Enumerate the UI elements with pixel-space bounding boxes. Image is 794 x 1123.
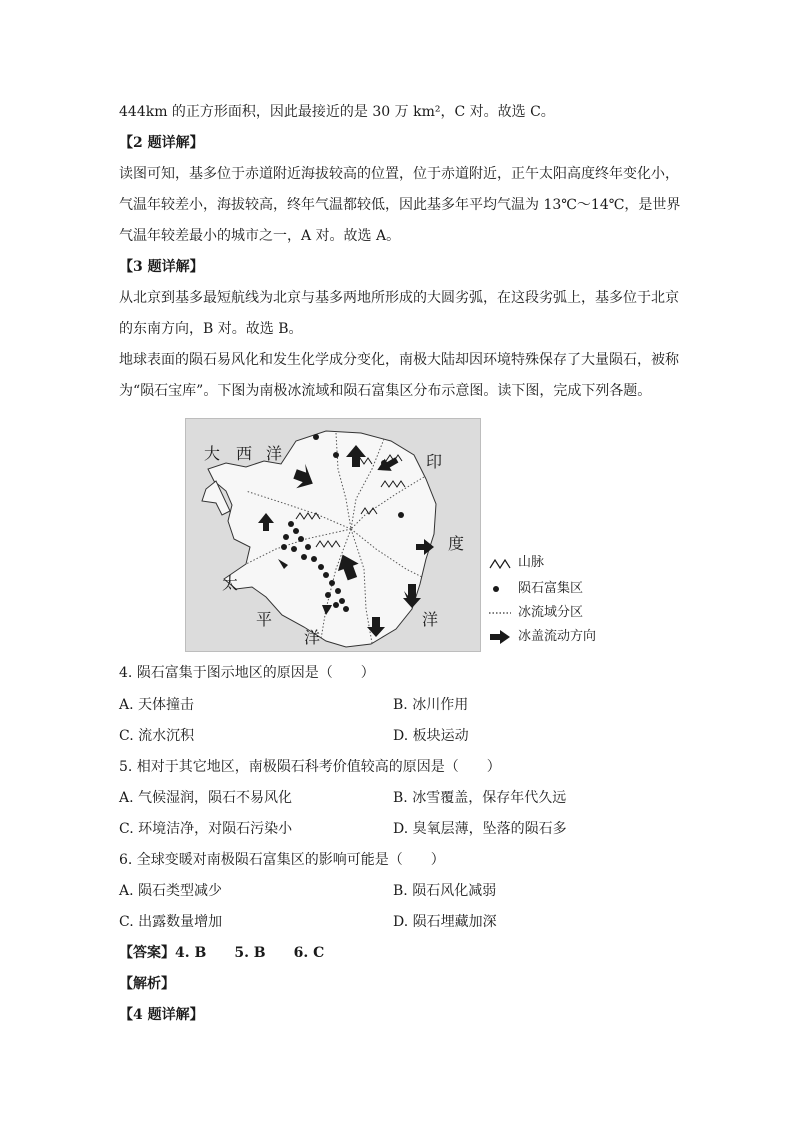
- dotted-boundary-icon: [488, 605, 512, 621]
- text-line: 为“陨石宝库”。下图为南极冰流域和陨石富集区分布示意图。读下图，完成下列各题。: [119, 383, 652, 399]
- analysis-heading: 【解析】: [119, 976, 175, 992]
- question-stem: 4. 陨石富集于图示地区的原因是（ ）: [119, 665, 375, 681]
- option-c: C. 流水沉积: [119, 728, 195, 744]
- section-heading: 【2 题详解】: [119, 135, 204, 151]
- legend-label: 冰流域分区: [518, 605, 584, 620]
- antarctica-landmass: [208, 431, 439, 647]
- legend-label: 冰盖流动方向: [518, 629, 597, 644]
- option-d: D. 板块运动: [393, 728, 469, 744]
- ocean-label: 平: [256, 610, 273, 629]
- ocean-label: 印: [426, 452, 443, 471]
- ocean-label: 洋: [304, 628, 321, 647]
- legend-label: 陨石富集区: [518, 581, 584, 596]
- option-a: A. 陨石类型减少: [119, 883, 223, 899]
- text-line: 气温年较差小，海拔较高，终年气温都较低，因此基多年平均气温为 13℃～14℃，是世界: [119, 197, 681, 213]
- meteorite-dot-icon: [488, 581, 512, 597]
- text-line: 从北京到基多最短航线为北京与基多两地所形成的大圆劣弧，在这段劣弧上，基多位于北京: [119, 290, 679, 306]
- text-line: 气温年较差最小的城市之一，A 对。故选 A。: [119, 228, 401, 244]
- ocean-label: 大: [204, 444, 221, 463]
- option-a: A. 天体撞击: [119, 697, 195, 713]
- option-d: D. 陨石埋藏加深: [393, 914, 497, 930]
- legend-item: [488, 604, 583, 622]
- question-stem: 6. 全球变暖对南极陨石富集区的影响可能是（ ）: [119, 852, 445, 868]
- option-b: B. 冰雪覆盖，保存年代久远: [393, 790, 567, 806]
- text-line: 地球表面的陨石易风化和发生化学成分变化，南极大陆却因环境特殊保存了大量陨石，被称: [119, 352, 679, 368]
- legend-item: [488, 628, 596, 646]
- option-c: C. 环境洁净，对陨石污染小: [119, 821, 293, 837]
- legend-label: 山脉: [518, 555, 545, 570]
- question-stem: 5. 相对于其它地区，南极陨石科考价值较高的原因是（ ）: [119, 759, 501, 775]
- ocean-label: 太: [222, 574, 239, 593]
- legend-item: [488, 554, 544, 572]
- section-heading: 【3 题详解】: [119, 259, 204, 275]
- legend-item: [488, 580, 583, 598]
- option-a: A. 气候湿润，陨石不易风化: [119, 790, 293, 806]
- ocean-label: 洋: [422, 610, 439, 629]
- text-line: 读图可知，基多位于赤道附近海拔较高的位置，位于赤道附近，正午太阳高度终年变化小，: [119, 166, 679, 182]
- option-c: C. 出露数量增加: [119, 914, 223, 930]
- mountain-icon: [488, 555, 512, 571]
- text-line: 444km 的正方形面积，因此最接近的是 30 万 km²，C 对。故选 C。: [119, 104, 555, 120]
- answer-line: 【答案】4. B 5. B 6. C: [119, 945, 325, 961]
- option-b: B. 陨石风化减弱: [393, 883, 497, 899]
- flow-arrow-icon: [488, 629, 512, 645]
- antarctica-map: [185, 418, 481, 652]
- text-line: 的东南方向，B 对。故选 B。: [119, 321, 303, 337]
- ocean-label: 西: [236, 444, 253, 463]
- option-d: D. 臭氧层薄，坠落的陨石多: [393, 821, 567, 837]
- option-b: B. 冰川作用: [393, 697, 469, 713]
- map-graphic: [186, 419, 480, 651]
- section-heading: 【4 题详解】: [119, 1007, 204, 1023]
- ocean-label: 洋: [266, 444, 283, 463]
- ocean-label: 度: [448, 534, 465, 553]
